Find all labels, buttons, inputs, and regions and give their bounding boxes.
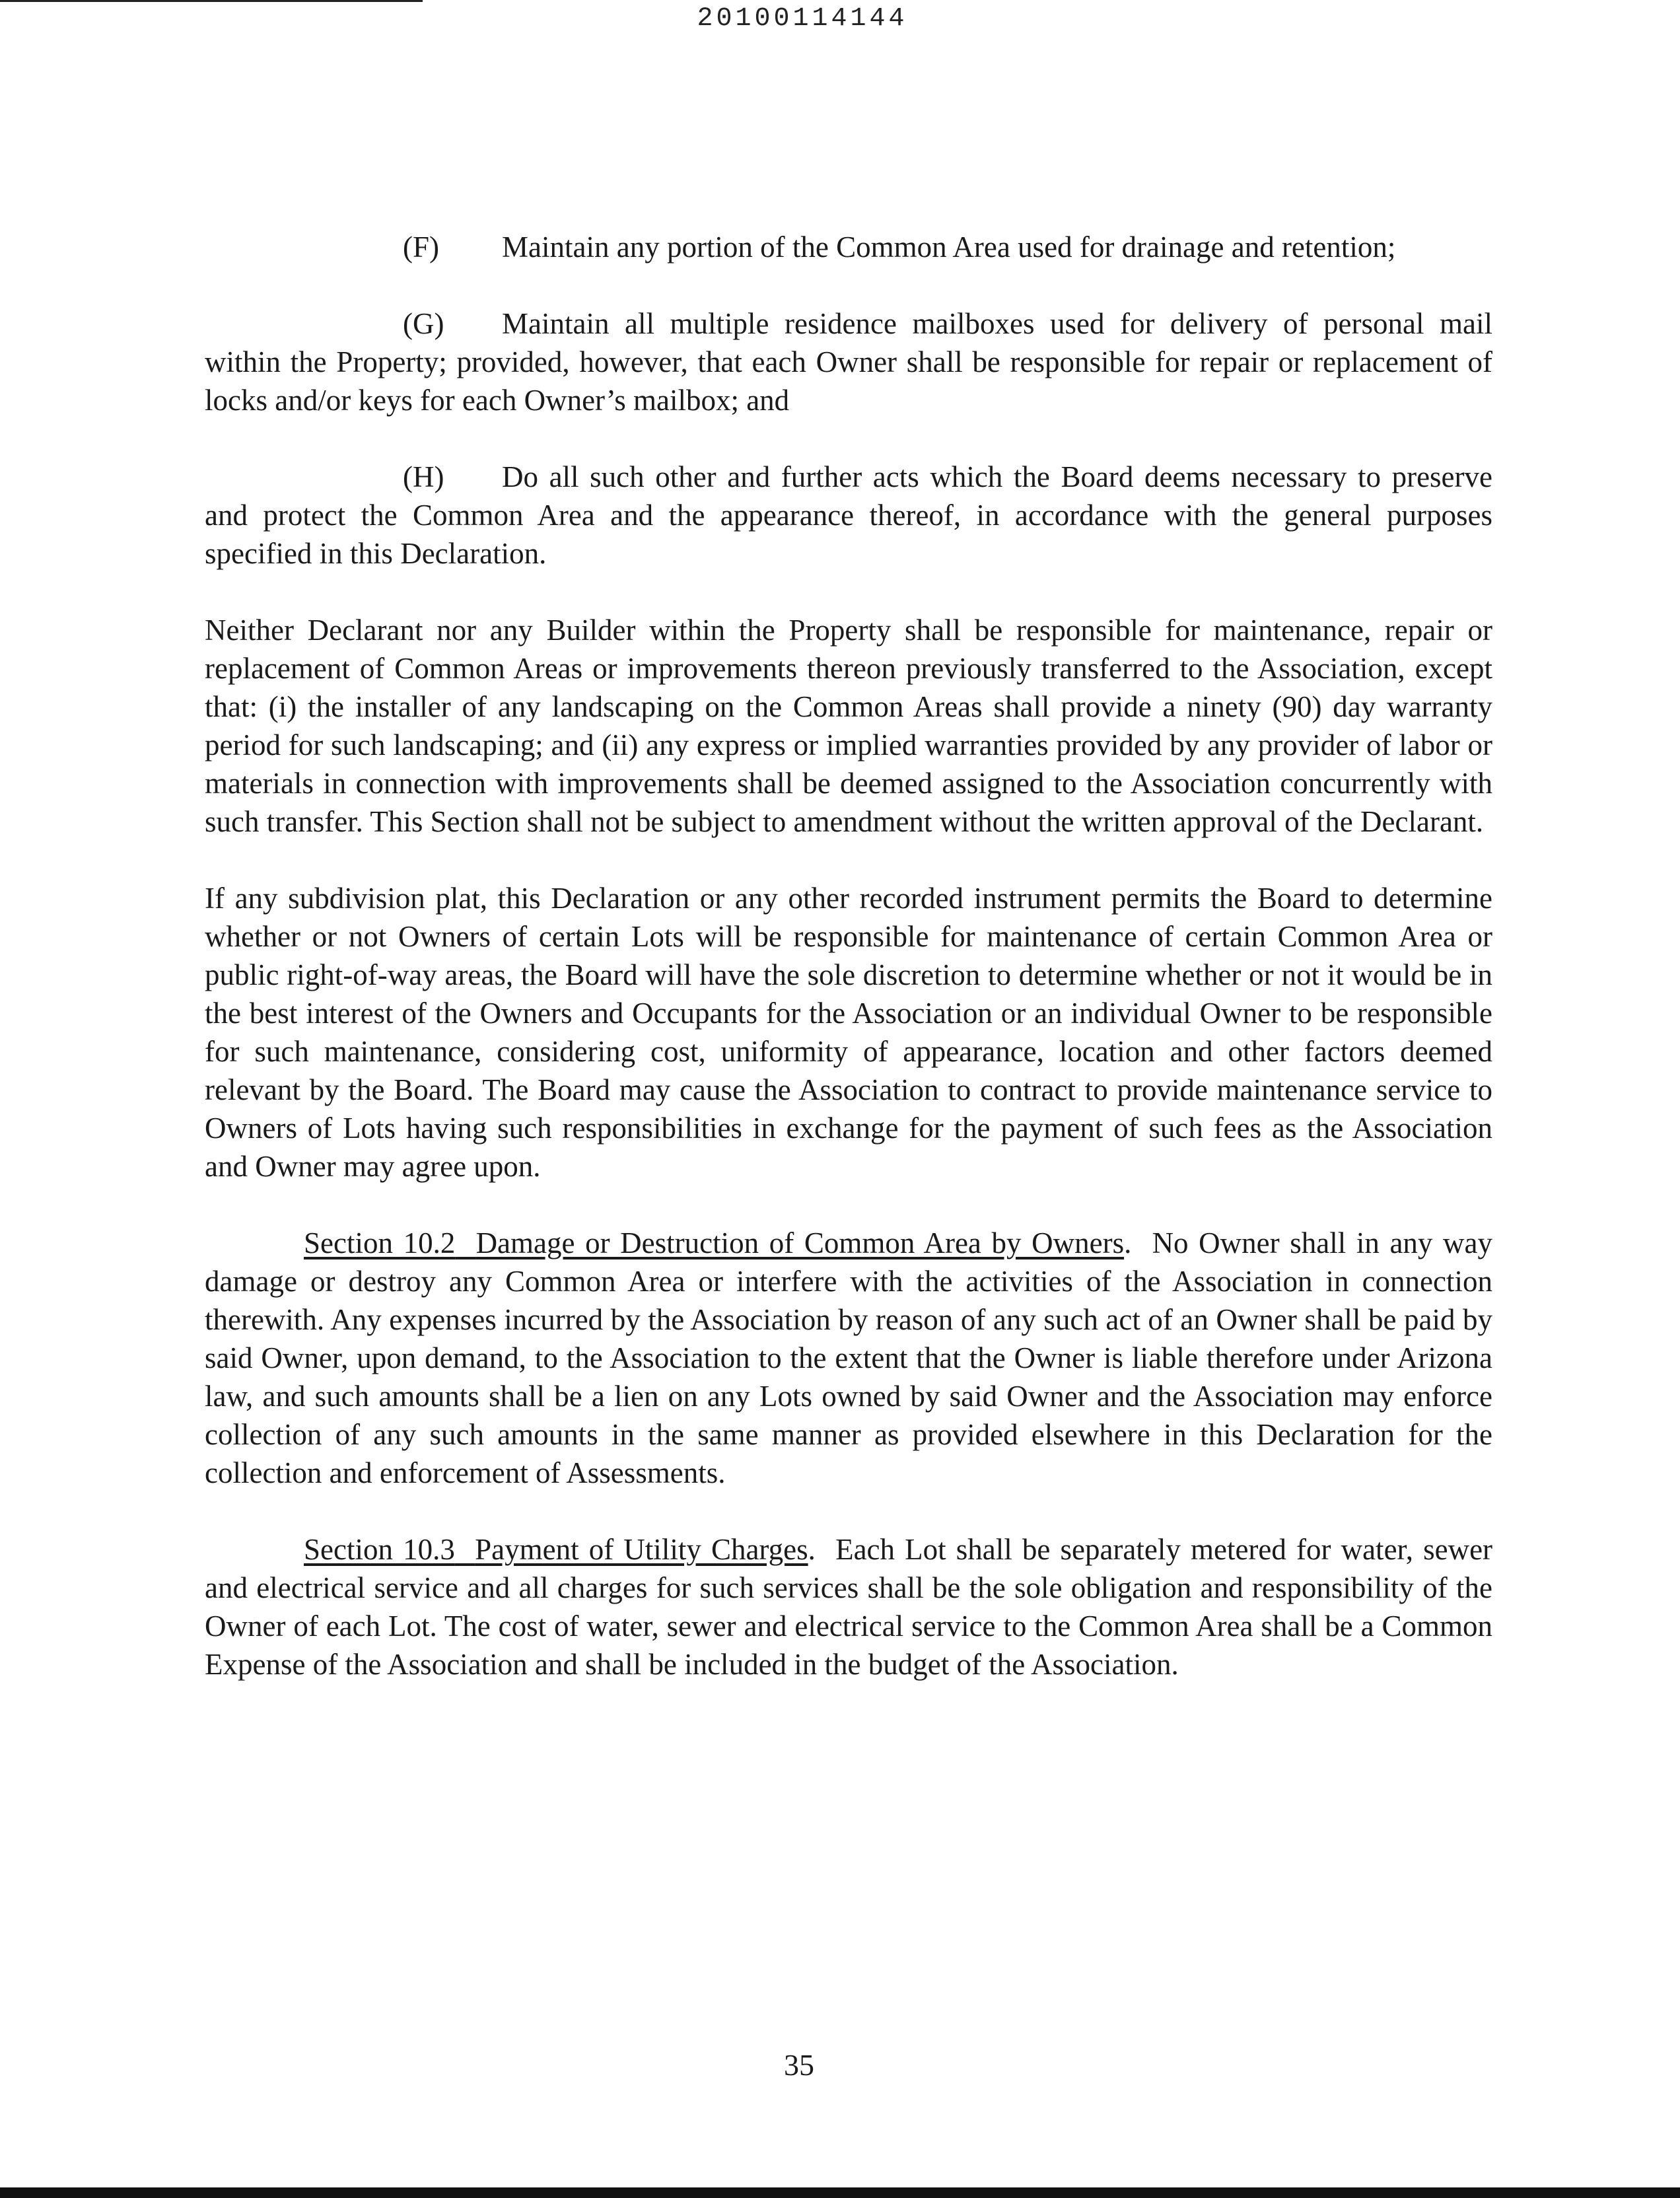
clause-g <box>205 304 1492 419</box>
section-10-3: Section 10.3 Payment of Utility Charges. Each Lot shall be separately metered for water, sewer and electrical service and all charges for such services shall be the sole obligation and responsibility of the Owner of each Lot. The cost of water, sewer and electrical service to the Common Area shall be a Common Expense of the Association and shall be included in the budget of the Association. <box>205 1533 1493 1681</box>
clause-f-text: Maintain any portion of the Common Area used for drainage and retention; <box>502 230 1396 264</box>
bottom-rule <box>0 2187 1680 2198</box>
declarant-paragraph: Neither Declarant nor any Builder within the Property shall be responsible for maintenance, repair or replacement of Common Areas or improvements thereon previously transferred to the Association, except that: (i) the installer of any landscaping on the Common Areas shall provide a ninety (90) day warranty period for such landscaping; and (ii) any express or implied warranties provided by any provider of labor or materials in connection with improvements shall be deemed assigned to the Association concurrently with such transfer. This Section shall not be subject to amendment without the written approval of the Declarant. <box>205 614 1492 838</box>
section-10-3-number: Section 10.3 <box>304 1533 455 1566</box>
clause-h <box>205 458 1492 573</box>
page-number: 35 <box>784 2048 814 2082</box>
clause-h-label: (H) <box>403 460 444 493</box>
clause-f-label: (F) <box>403 230 439 264</box>
section-10-2-title: Damage or Destruction of Common Area by Owners <box>475 1226 1125 1259</box>
clause-f <box>205 228 1492 266</box>
clause-g-label: (G) <box>403 307 444 340</box>
section-10-2: Section 10.2 Damage or Destruction of Common Area by Owners. No Owner shall in any way damage or destroy any Common Area or interfere with the activities of the Association in connection therewith. Any expenses incurred by the Association by reason of any such act of an Owner shall be paid by said Owner, upon demand, to the Association to the extent that the Owner is liable therefore under Arizona law, and such amounts shall be a lien on any Lots owned by said Owner and the Association may enforce collection of any such amounts in the same manner as provided elsewhere in this Declaration for the collection and enforcement of Assessments. <box>205 1226 1492 1489</box>
top-rule <box>0 0 423 2</box>
clause-g-text: Maintain all multiple residence mailboxes used for delivery of personal mail within the Property; provided, however, that each Owner shall be responsible for repair or replacement of locks and/or keys for each Owner’s mailbox; and <box>205 307 1492 417</box>
document-number: 20100114144 <box>697 4 908 34</box>
subdivision-paragraph: If any subdivision plat, this Declaration or any other recorded instrument permits the Board to determine whether or not Owners of certain Lots will be responsible for maintenance of certain Common Area or public right-of-way areas, the Board will have the sole discretion to determine whether or not it would be in the best interest of the Owners and Occupants for the Association or an individual Owner to be responsible for such maintenance, considering cost, uniformity of appearance, location and other factors deemed relevant by the Board. The Board may cause the Association to contract to provide maintenance service to Owners of Lots having such responsibilities in exchange for the payment of such fees as the Association and Owner may agree upon. <box>205 882 1492 1183</box>
section-10-3-text: Each Lot shall be separately metered for water, sewer and electrical service and all charges for such services shall be the sole obligation and responsibility of the Owner of each Lot. The cost of water, sewer and electrical service to the Common Area shall be a Common Expense of the Association and shall be included in the budget of the Association. <box>205 1533 1493 1681</box>
document-body <box>205 228 1492 1722</box>
section-10-2-number: Section 10.2 <box>304 1226 456 1259</box>
clause-h-text: Do all such other and further acts which the Board deems necessary to preserve and protect the Common Area and the appearance thereof, in accordance with the general purposes specified in this Declaration. <box>205 460 1492 570</box>
section-10-3-title: Payment of Utility Charges <box>475 1533 808 1566</box>
section-10-2-text: No Owner shall in any way damage or destroy any Common Area or interfere with the activities of the Association in connection therewith. Any expenses incurred by the Association by reason of any such act of an Owner shall be paid by said Owner, upon demand, to the Association to the extent that the Owner is liable therefore under Arizona law, and such amounts shall be a lien on any Lots owned by said Owner and the Association may enforce collection of any such amounts in the same manner as provided elsewhere in this Declaration for the collection and enforcement of Assessments. <box>205 1226 1492 1489</box>
